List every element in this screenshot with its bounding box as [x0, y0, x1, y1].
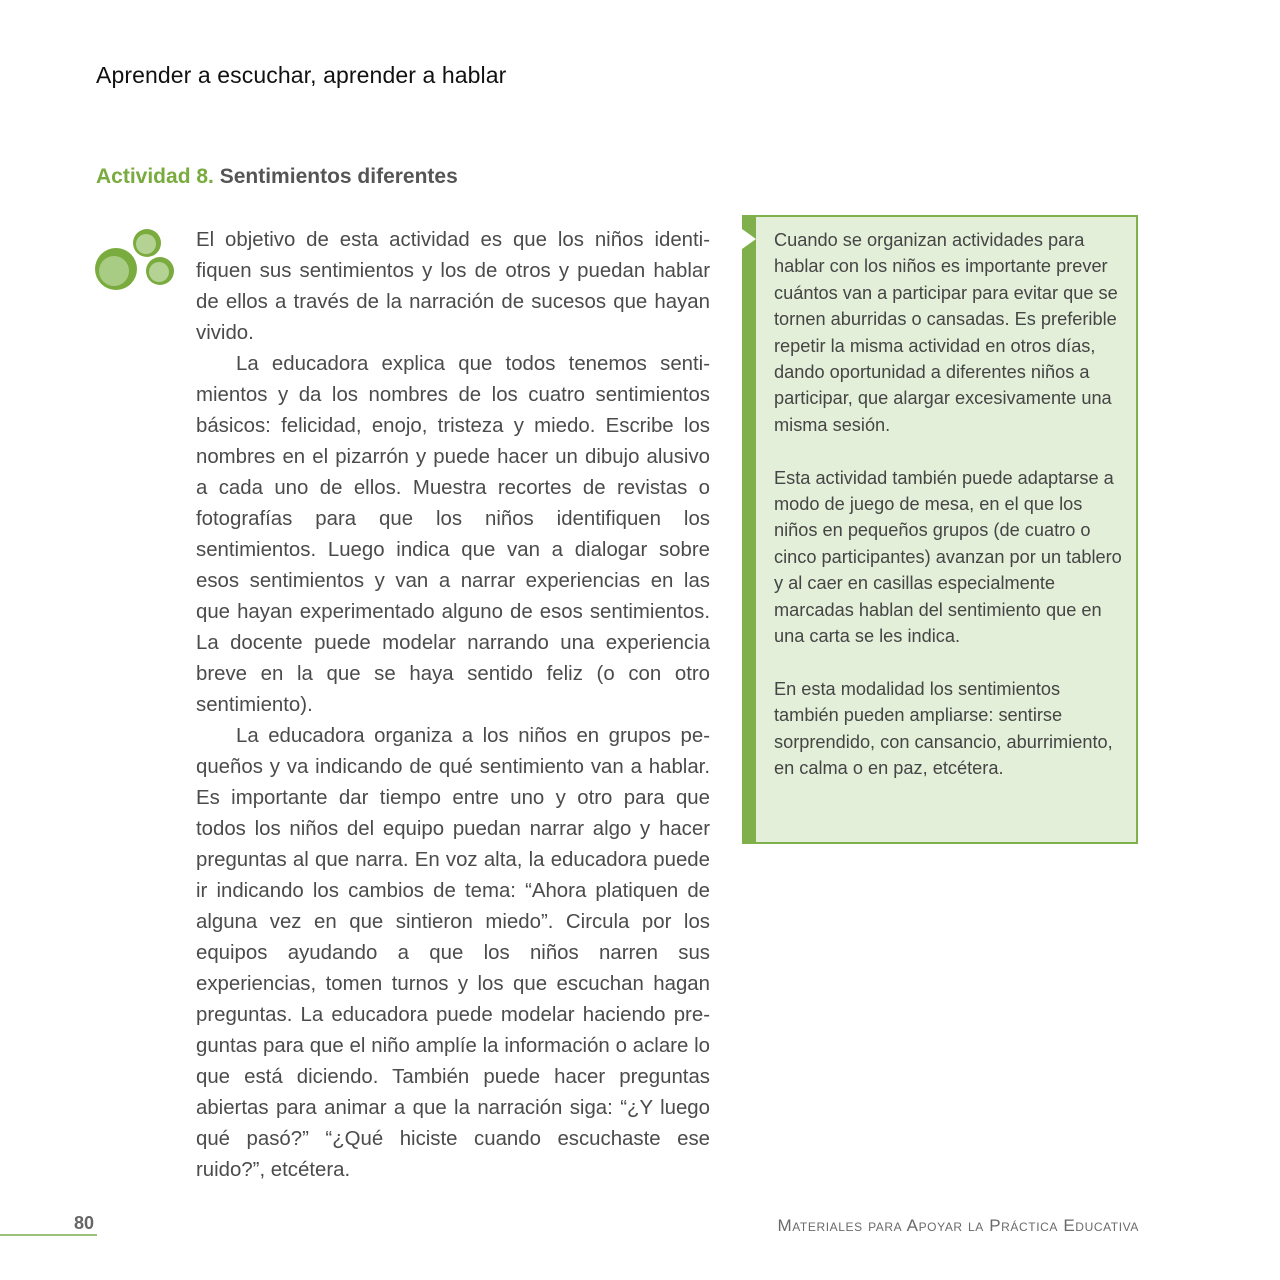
- body-paragraph: El objetivo de esta actividad es que los niños identifiquen sus sentimientos y los de otros y puedan hablar de ellos a través de la narración de sucesos que hayan vivido.: [196, 229, 710, 344]
- note-paragraph: Esta actividad también puede adaptarse a modo de juego de mesa, en el que los niños en pequeños grupos (de cuatro o cinco participantes) avanzan por un tablero y al caer en casillas especialmente marcadas hablan del sentimiento que en una carta se les indica.: [774, 467, 1122, 647]
- footer-book-title: Materiales para Apoyar la Práctica Educativa: [777, 1216, 1139, 1235]
- three-circles-icon: [94, 228, 178, 296]
- footer-rule: [0, 1234, 97, 1236]
- activity-heading: [96, 165, 458, 189]
- activity-number: Actividad 8.: [96, 165, 214, 188]
- body-paragraph: La educadora organiza a los niños en grupos pequeños y va indicando de qué sentimiento van a hablar. Es importante dar tiempo entre uno y otro para que todos los niños del equipo puedan narrar algo y hacer preguntas al que narra. En voz alta, la educadora puede ir indicando los cambios de tema: “Ahora platiquen de alguna vez en que sintieron miedo”. Circula por los equipos ayudando a que los niños narren sus experiencias, tomen turnos y los que escuchan hagan preguntas. La educadora puede modelar haciendo preguntas para que el niño amplíe la información o aclare lo que está diciendo. También puede hacer preguntas abiertas para animar a que la narración siga: “¿Y luego qué pasó?” “¿Qué hiciste cuando escuchaste ese ruido?”, etcétera.: [196, 725, 710, 1181]
- body-paragraph: La educadora explica que todos tenemos sentimientos y da los nombres de los cuatro sentimientos básicos: felicidad, enojo, tristeza y miedo. Escribe los nombres en el pizarrón y puede hacer un dibujo alusivo a cada uno de ellos. Muestra recortes de revistas o fotografías para que los niños identifiquen los sentimientos. Luego indica que van a dialogar sobre esos sentimientos y van a narrar experiencias en las que hayan experimentado alguno de esos sentimientos. La docente puede modelar narrando una experiencia breve en la que se haya sentido feliz (o con otro sentimiento).: [196, 353, 710, 716]
- sidebar-note-text: [774, 227, 1126, 782]
- note-notch: [742, 229, 756, 249]
- activity-name: Sentimientos diferentes: [219, 165, 458, 188]
- activity-body: [196, 225, 710, 1186]
- note-paragraph: En esta modalidad los sentimientos también pueden ampliarse: sentirse sorprendido, con cansancio, aburrimiento, en calma o en paz, etcétera.: [774, 678, 1113, 779]
- note-paragraph: Cuando se organizan actividades para hablar con los niños es importante prever cuántos van a participar para evitar que se tornen aburridas o cansadas. Es preferible repetir la misma actividad en otros días, dando oportunidad a diferentes niños a participar, que alargar excesivamente una misma sesión.: [774, 230, 1118, 435]
- page-header-title: Aprender a escuchar, aprender a hablar: [96, 62, 507, 88]
- page-number: 80: [74, 1213, 95, 1233]
